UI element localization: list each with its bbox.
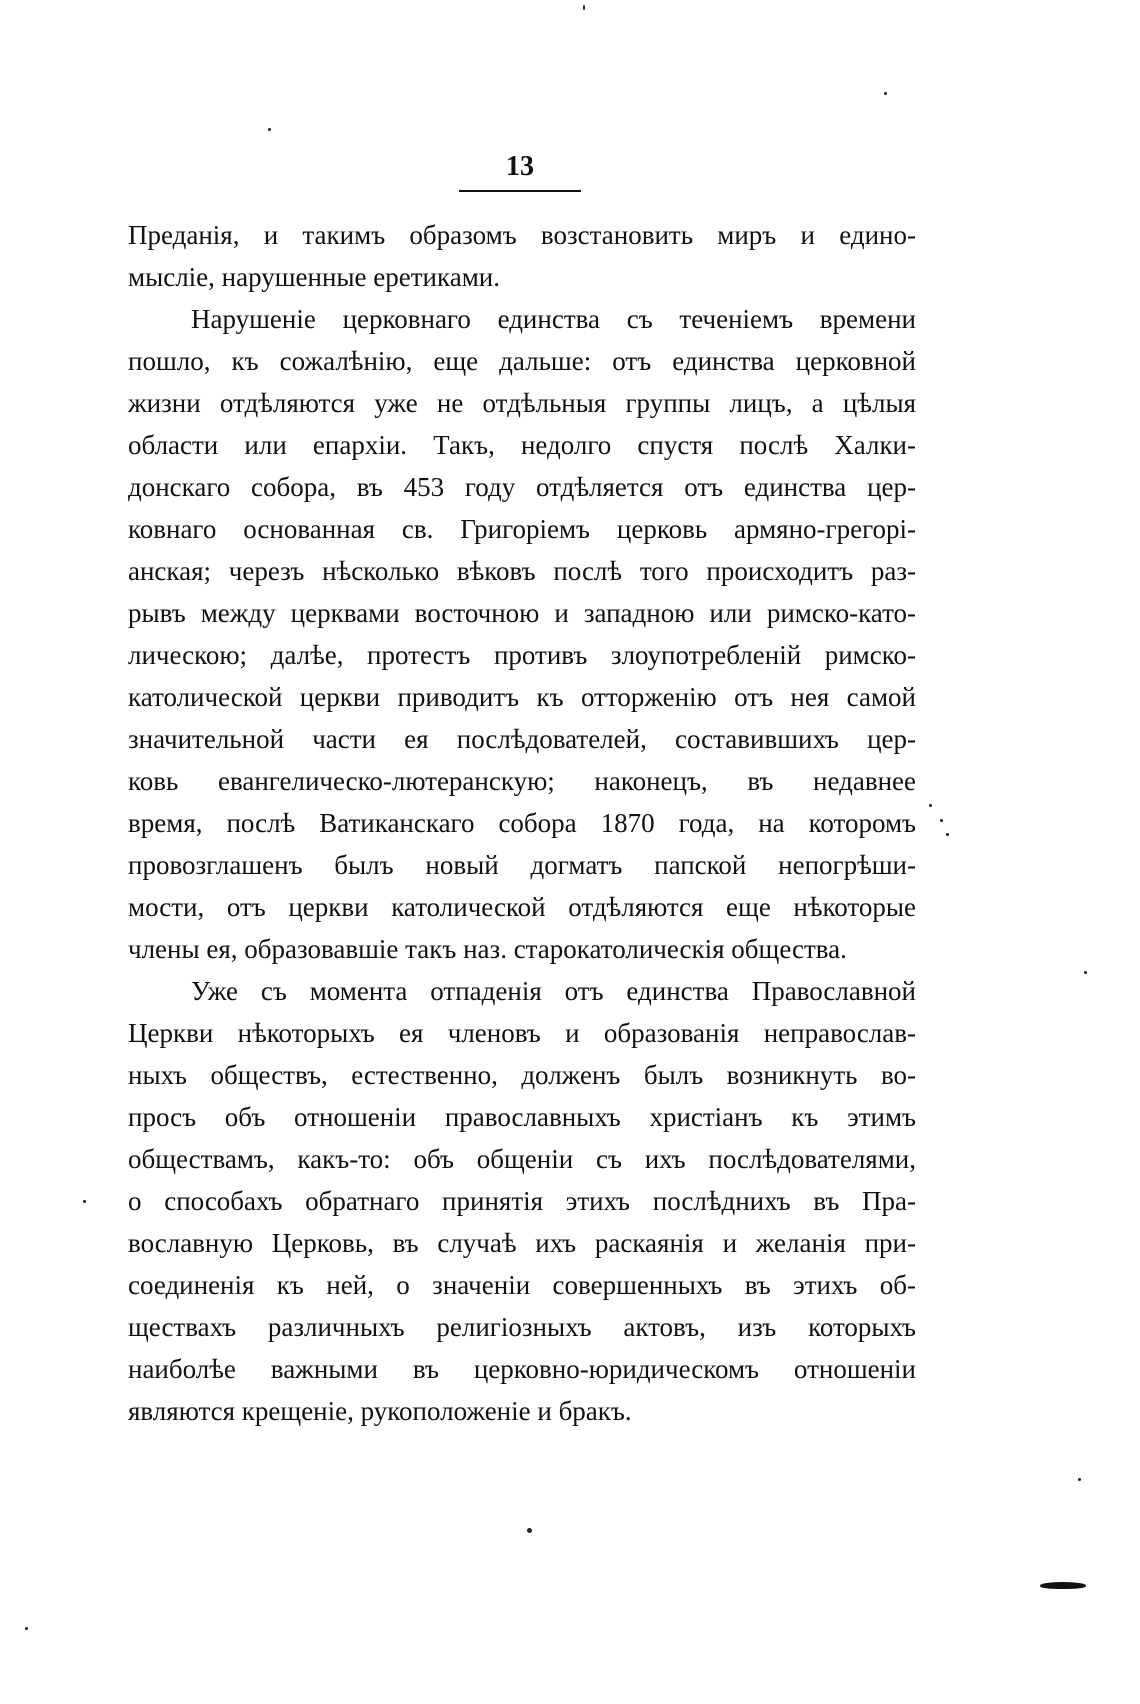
text-line: ковнаго основанная св. Григоріемъ церковь армяно-грегорі- xyxy=(128,514,916,544)
text-line: Преданія, и такимъ образомъ возстановить миръ и едино- xyxy=(128,220,916,250)
text-line: лическою; далѣе, протестъ противъ злоупотребленій римско- xyxy=(128,640,916,670)
text-line: являются крещеніе, рукоположеніе и бракъ. xyxy=(128,1396,632,1426)
text-line: жизни отдѣляются уже не отдѣльныя группы лицъ, а цѣлыя xyxy=(128,388,916,418)
scan-speck xyxy=(83,1200,86,1203)
scan-speck xyxy=(1084,971,1087,974)
text-line: о способахъ обратнаго принятія этихъ послѣднихъ въ Пра- xyxy=(128,1186,916,1216)
scan-speck xyxy=(940,819,943,822)
scan-mark xyxy=(1040,1582,1086,1589)
text-line: обществамъ, какъ-то: объ общеніи съ ихъ послѣдователями, xyxy=(128,1144,916,1174)
scan-speck xyxy=(929,804,932,807)
paragraph-1 xyxy=(128,214,916,298)
text-line: Уже съ момента отпаденія отъ единства Православной xyxy=(191,976,916,1006)
scan-speck xyxy=(527,1528,532,1533)
text-line: соединенія къ ней, о значеніи совершенныхъ въ этихъ об- xyxy=(128,1270,916,1300)
text-line: ковь евангелическо-лютеранскую; наконецъ, въ недавнее xyxy=(128,766,916,796)
text-line: области или епархіи. Такъ, недолго спустя послѣ Халки- xyxy=(128,430,916,460)
text-line: ществахъ различныхъ религіозныхъ актовъ, изъ которыхъ xyxy=(128,1312,916,1342)
text-line: значительной части ея послѣдователей, составившихъ цер- xyxy=(128,724,916,754)
text-line: провозглашенъ былъ новый догматъ папской непогрѣши- xyxy=(128,850,916,880)
text-line: мости, отъ церкви католической отдѣляются еще нѣкоторые xyxy=(128,892,916,922)
text-line: просъ объ отношеніи православныхъ христіанъ къ этимъ xyxy=(128,1102,916,1132)
page-number-rule xyxy=(459,190,581,192)
paragraph-3 xyxy=(128,970,916,1432)
text-line: Церкви нѣкоторыхъ ея членовъ и образованія неправослав- xyxy=(128,1018,916,1048)
text-line: мысліе, нарушенные еретиками. xyxy=(128,262,500,292)
paragraph-2 xyxy=(128,298,916,970)
page-number: 13 xyxy=(506,151,534,182)
body-text xyxy=(128,214,916,1432)
text-line: Нарушеніе церковнаго единства съ теченіемъ времени xyxy=(191,304,916,334)
text-line: наиболѣе важными въ церковно-юридическомъ отношеніи xyxy=(128,1354,916,1384)
scan-speck xyxy=(946,833,949,836)
text-line: пошло, къ сожалѣнію, еще дальше: отъ единства церковной xyxy=(128,346,916,376)
text-line: время, послѣ Ватиканскаго собора 1870 года, на которомъ xyxy=(128,808,916,838)
text-line: донскаго собора, въ 453 году отдѣляется отъ единства цер- xyxy=(128,472,916,502)
scan-speck xyxy=(1078,1478,1081,1481)
scan-speck xyxy=(884,92,887,95)
text-line: члены ея, образовавшіе такъ наз. старокатолическія общества. xyxy=(128,934,847,964)
scan-speck xyxy=(583,5,585,10)
scan-speck xyxy=(268,128,271,131)
text-line: анская; черезъ нѣсколько вѣковъ послѣ того происходитъ раз- xyxy=(128,556,916,586)
text-line: католической церкви приводитъ къ отторженію отъ нея самой xyxy=(128,682,916,712)
text-line: вославную Церковь, въ случаѣ ихъ раскаянія и желанія при- xyxy=(128,1228,916,1258)
text-line: рывъ между церквами восточною и западною или римско-като- xyxy=(128,598,916,628)
text-line: ныхъ обществъ, естественно, долженъ былъ возникнуть во- xyxy=(128,1060,916,1090)
scan-speck xyxy=(25,1627,28,1630)
